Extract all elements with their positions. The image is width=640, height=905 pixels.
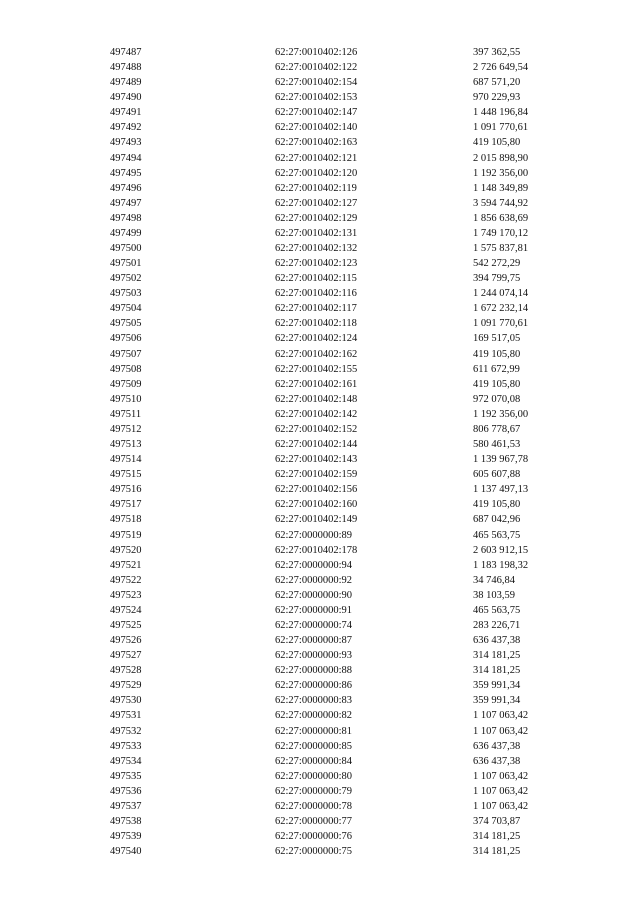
record-number: 497487 — [110, 47, 142, 58]
cadastral-number: 62:27:0010402:124 — [275, 333, 358, 345]
table-row — [110, 558, 573, 573]
cadastral-value: 1 148 349,89 — [473, 182, 529, 194]
cadastral-number: 62:27:0010402:161 — [275, 378, 358, 390]
cadastral-value: 1 107 063,42 — [473, 800, 529, 812]
table-row — [110, 512, 573, 527]
cadastral-value-table — [110, 45, 573, 859]
table-row — [110, 407, 573, 422]
record-number: 497540 — [110, 846, 142, 858]
cadastral-number: 62:27:0000000:82 — [275, 710, 353, 722]
cadastral-number: 62:27:0010402:152 — [275, 423, 358, 435]
cadastral-number: 62:27:0010402:123 — [275, 258, 358, 270]
record-number: 497498 — [110, 212, 142, 224]
cadastral-number: 62:27:0000000:80 — [275, 770, 353, 782]
table-row — [110, 135, 573, 150]
cadastral-number: 62:27:0000000:89 — [275, 529, 353, 541]
cadastral-value: 2 726 649,54 — [473, 62, 529, 74]
table-row — [110, 482, 573, 497]
cadastral-value: 1 856 638,69 — [473, 212, 529, 224]
record-number: 497529 — [110, 680, 142, 692]
cadastral-number: 62:27:0000000:74 — [275, 619, 353, 631]
cadastral-value: 806 778,67 — [473, 423, 521, 435]
record-number: 497526 — [110, 635, 142, 647]
cadastral-number: 62:27:0010402:153 — [275, 92, 358, 104]
table-row — [110, 377, 573, 392]
cadastral-value: 419 105,80 — [473, 137, 521, 149]
record-number: 497500 — [110, 243, 142, 255]
cadastral-number: 62:27:0010402:116 — [275, 288, 357, 300]
record-number: 497531 — [110, 710, 142, 722]
cadastral-value: 580 461,53 — [473, 439, 521, 451]
cadastral-number: 62:27:0010402:117 — [275, 303, 357, 315]
table-row — [110, 105, 573, 120]
table-row — [110, 588, 573, 603]
record-number: 497499 — [110, 227, 142, 239]
record-number: 497521 — [110, 559, 142, 571]
cadastral-value: 374 703,87 — [473, 815, 521, 827]
cadastral-number: 62:27:0000000:77 — [275, 815, 353, 827]
cadastral-value: 1 091 770,61 — [473, 122, 529, 134]
cadastral-number: 62:27:0010402:144 — [275, 439, 358, 451]
table-row — [110, 497, 573, 512]
record-number: 497533 — [110, 740, 142, 752]
cadastral-value: 359 991,34 — [473, 680, 521, 692]
table-row — [110, 739, 573, 754]
record-number: 497535 — [110, 770, 142, 782]
table-row — [110, 151, 573, 166]
table-row — [110, 316, 573, 331]
record-number: 497508 — [110, 363, 142, 375]
record-number: 497490 — [110, 92, 142, 104]
table-row — [110, 573, 573, 588]
table-row — [110, 422, 573, 437]
table-row — [110, 286, 573, 301]
record-number: 497520 — [110, 544, 142, 556]
cadastral-number: 62:27:0010402:143 — [275, 454, 358, 466]
cadastral-value: 397 362,55 — [473, 47, 521, 58]
cadastral-number: 62:27:0010402:147 — [275, 107, 358, 119]
cadastral-number: 62:27:0000000:85 — [275, 740, 353, 752]
cadastral-number: 62:27:0010402:132 — [275, 243, 358, 255]
cadastral-number: 62:27:0000000:94 — [275, 559, 353, 571]
table-row — [110, 226, 573, 241]
cadastral-value: 169 517,05 — [473, 333, 521, 345]
cadastral-number: 62:27:0010402:126 — [275, 47, 358, 58]
cadastral-value: 1 672 232,14 — [473, 303, 529, 315]
record-number: 497536 — [110, 785, 142, 797]
table-row — [110, 693, 573, 708]
table-row — [110, 769, 573, 784]
record-number: 497511 — [110, 408, 142, 420]
cadastral-value: 1 192 356,00 — [473, 408, 529, 420]
cadastral-value: 3 594 744,92 — [473, 197, 529, 209]
cadastral-value: 314 181,25 — [473, 846, 521, 858]
cadastral-number: 62:27:0000000:78 — [275, 800, 353, 812]
cadastral-value: 1 107 063,42 — [473, 785, 529, 797]
cadastral-number: 62:27:0010402:119 — [275, 182, 357, 194]
record-number: 497502 — [110, 273, 142, 285]
cadastral-number: 62:27:0000000:76 — [275, 831, 353, 843]
record-number: 497505 — [110, 318, 142, 330]
record-number: 497507 — [110, 348, 142, 360]
table-row — [110, 799, 573, 814]
table-row — [110, 633, 573, 648]
cadastral-number: 62:27:0010402:131 — [275, 227, 358, 239]
cadastral-number: 62:27:0010402:162 — [275, 348, 358, 360]
record-number: 497522 — [110, 574, 142, 586]
record-number: 497518 — [110, 514, 142, 526]
record-number: 497534 — [110, 755, 142, 767]
cadastral-number: 62:27:0010402:127 — [275, 197, 358, 209]
cadastral-number: 62:27:0010402:149 — [275, 514, 358, 526]
table-row — [110, 678, 573, 693]
cadastral-value: 972 070,08 — [473, 393, 521, 405]
table-row — [110, 784, 573, 799]
record-number: 497513 — [110, 439, 142, 451]
table-row — [110, 211, 573, 226]
cadastral-value: 636 437,38 — [473, 635, 521, 647]
cadastral-number: 62:27:0010402:140 — [275, 122, 358, 134]
record-number: 497528 — [110, 665, 142, 677]
table-row — [110, 844, 573, 859]
cadastral-number: 62:27:0010402:129 — [275, 212, 358, 224]
cadastral-value: 605 607,88 — [473, 469, 521, 481]
table-row — [110, 528, 573, 543]
cadastral-value: 419 105,80 — [473, 378, 521, 390]
cadastral-number: 62:27:0010402:155 — [275, 363, 358, 375]
cadastral-value: 34 746,84 — [473, 574, 515, 586]
record-number: 497492 — [110, 122, 142, 134]
cadastral-number: 62:27:0000000:83 — [275, 695, 353, 707]
cadastral-value: 1 448 196,84 — [473, 107, 529, 119]
cadastral-number: 62:27:0000000:90 — [275, 589, 353, 601]
cadastral-number: 62:27:0010402:159 — [275, 469, 358, 481]
record-number: 497503 — [110, 288, 142, 300]
table-row — [110, 196, 573, 211]
cadastral-number: 62:27:0010402:148 — [275, 393, 358, 405]
cadastral-value: 1 183 198,32 — [473, 559, 529, 571]
cadastral-value: 687 042,96 — [473, 514, 521, 526]
table-row — [110, 437, 573, 452]
record-number: 497527 — [110, 650, 142, 662]
cadastral-number: 62:27:0000000:79 — [275, 785, 353, 797]
cadastral-value: 636 437,38 — [473, 740, 521, 752]
record-number: 497524 — [110, 604, 142, 616]
table-row — [110, 241, 573, 256]
record-number: 497517 — [110, 499, 142, 511]
cadastral-number: 62:27:0010402:160 — [275, 499, 358, 511]
cadastral-value: 687 571,20 — [473, 77, 521, 89]
record-number: 497532 — [110, 725, 142, 737]
table-row — [110, 467, 573, 482]
cadastral-number: 62:27:0000000:86 — [275, 680, 353, 692]
table-row — [110, 392, 573, 407]
cadastral-value: 2 603 912,15 — [473, 544, 529, 556]
record-number: 497494 — [110, 152, 142, 164]
table-row — [110, 362, 573, 377]
cadastral-value: 636 437,38 — [473, 755, 521, 767]
table-row — [110, 271, 573, 286]
table-row — [110, 814, 573, 829]
record-number: 497530 — [110, 695, 142, 707]
record-number: 497495 — [110, 167, 142, 179]
cadastral-value: 1 137 497,13 — [473, 484, 529, 496]
record-number: 497509 — [110, 378, 142, 390]
cadastral-value: 465 563,75 — [473, 529, 521, 541]
record-number: 497510 — [110, 393, 142, 405]
cadastral-value: 1 575 837,81 — [473, 243, 529, 255]
cadastral-value: 1 107 063,42 — [473, 725, 529, 737]
cadastral-value: 1 244 074,14 — [473, 288, 529, 300]
record-number: 497516 — [110, 484, 142, 496]
record-number: 497489 — [110, 77, 142, 89]
cadastral-number: 62:27:0000000:93 — [275, 650, 353, 662]
record-number: 497506 — [110, 333, 142, 345]
record-number: 497514 — [110, 454, 142, 466]
cadastral-value: 1 107 063,42 — [473, 710, 529, 722]
cadastral-number: 62:27:0000000:92 — [275, 574, 353, 586]
cadastral-number: 62:27:0010402:118 — [275, 318, 357, 330]
record-number: 497519 — [110, 529, 142, 541]
cadastral-value: 1 749 170,12 — [473, 227, 529, 239]
table-row — [110, 45, 573, 60]
record-number: 497538 — [110, 815, 142, 827]
cadastral-number: 62:27:0000000:75 — [275, 846, 353, 858]
cadastral-value: 394 799,75 — [473, 273, 521, 285]
record-number: 497488 — [110, 62, 142, 74]
table-row — [110, 120, 573, 135]
cadastral-value: 1 091 770,61 — [473, 318, 529, 330]
table-row — [110, 60, 573, 75]
table-row — [110, 724, 573, 739]
record-number: 497523 — [110, 589, 142, 601]
table-row — [110, 663, 573, 678]
record-number: 497496 — [110, 182, 142, 194]
table-row — [110, 331, 573, 346]
cadastral-number: 62:27:0000000:81 — [275, 725, 353, 737]
cadastral-value: 283 226,71 — [473, 619, 521, 631]
record-number: 497493 — [110, 137, 142, 149]
record-number: 497515 — [110, 469, 142, 481]
cadastral-value: 2 015 898,90 — [473, 152, 529, 164]
cadastral-value: 970 229,93 — [473, 92, 521, 104]
table-row — [110, 543, 573, 558]
cadastral-value: 465 563,75 — [473, 604, 521, 616]
table-row — [110, 256, 573, 271]
cadastral-value: 314 181,25 — [473, 650, 521, 662]
record-number: 497512 — [110, 423, 142, 435]
cadastral-number: 62:27:0010402:154 — [275, 77, 358, 89]
table-row — [110, 648, 573, 663]
cadastral-value: 419 105,80 — [473, 499, 521, 511]
cadastral-number: 62:27:0000000:87 — [275, 635, 353, 647]
table-row — [110, 603, 573, 618]
cadastral-value: 1 107 063,42 — [473, 770, 529, 782]
record-number: 497501 — [110, 258, 142, 270]
cadastral-value: 1 139 967,78 — [473, 454, 529, 466]
cadastral-number: 62:27:0010402:156 — [275, 484, 358, 496]
cadastral-number: 62:27:0010402:178 — [275, 544, 358, 556]
table-row — [110, 181, 573, 196]
cadastral-number: 62:27:0010402:120 — [275, 167, 358, 179]
cadastral-number: 62:27:0010402:121 — [275, 152, 358, 164]
cadastral-value: 359 991,34 — [473, 695, 521, 707]
table-row — [110, 829, 573, 844]
cadastral-number: 62:27:0010402:122 — [275, 62, 358, 74]
cadastral-number: 62:27:0000000:88 — [275, 665, 353, 677]
table-row — [110, 75, 573, 90]
record-number: 497504 — [110, 303, 142, 315]
record-number: 497537 — [110, 800, 142, 812]
table-row — [110, 708, 573, 723]
cadastral-number: 62:27:0010402:142 — [275, 408, 358, 420]
table-row — [110, 347, 573, 362]
table-row — [110, 618, 573, 633]
cadastral-value: 419 105,80 — [473, 348, 521, 360]
table-row — [110, 90, 573, 105]
cadastral-value: 542 272,29 — [473, 258, 521, 270]
table-row — [110, 301, 573, 316]
cadastral-value: 611 672,99 — [473, 363, 520, 375]
cadastral-value: 314 181,25 — [473, 665, 521, 677]
record-number: 497539 — [110, 831, 142, 843]
cadastral-number: 62:27:0010402:115 — [275, 273, 357, 285]
cadastral-number: 62:27:0010402:163 — [275, 137, 358, 149]
cadastral-value: 38 103,59 — [473, 589, 515, 601]
record-number: 497491 — [110, 107, 142, 119]
cadastral-number: 62:27:0000000:84 — [275, 755, 353, 767]
cadastral-value: 1 192 356,00 — [473, 167, 529, 179]
record-number: 497525 — [110, 619, 142, 631]
table-row — [110, 166, 573, 181]
cadastral-number: 62:27:0000000:91 — [275, 604, 353, 616]
table-row — [110, 452, 573, 467]
record-number: 497497 — [110, 197, 142, 209]
cadastral-value: 314 181,25 — [473, 831, 521, 843]
table-row — [110, 754, 573, 769]
